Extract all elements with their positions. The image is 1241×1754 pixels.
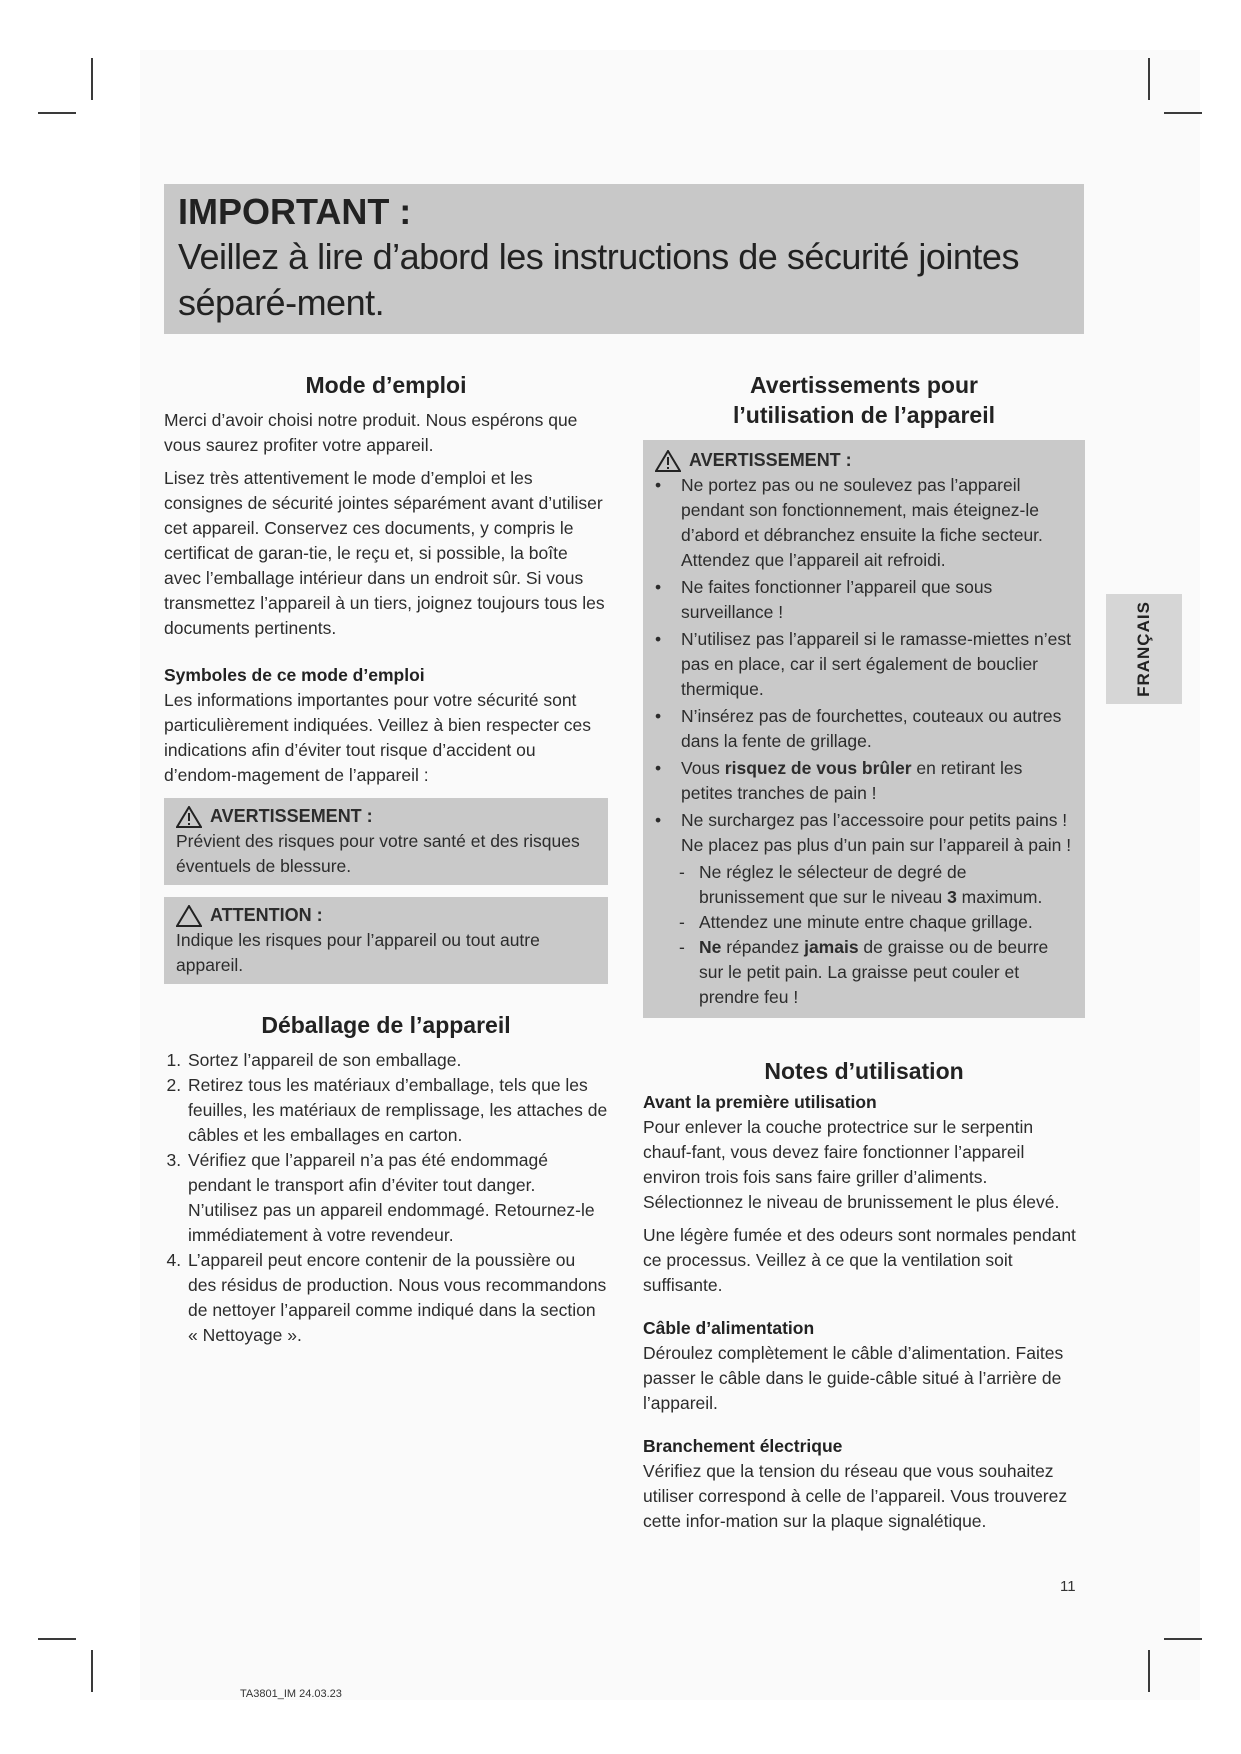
- warning-list: [649, 473, 1075, 858]
- warning-triangle-icon: [655, 450, 681, 472]
- power-cord-heading: Câble d’alimentation: [643, 1318, 815, 1338]
- symbols-paragraph: Les informations importantes pour votre sécurité sont particulièrement indiquées. Veillez à bien respecter ces indications afin d’éviter tout risque d’accident ou d’endom-magement de l’appareil :: [164, 690, 592, 785]
- documents-paragraph: Lisez très attentivement le mode d’emploi et les consignes de sécurité jointes séparément avant d’utiliser cet appareil. Conservez ces documents, y compris le certificat de garan-tie, le reçu et, si possible, la boîte avec l’emballage intérieur dans un endroit sûr. Si vous transmettez l’appareil à un tiers, joignez toujours tous les documents pertinents.: [164, 468, 605, 638]
- warning-text: Prévient des risques pour votre santé et des risques éventuels de blessure.: [176, 831, 580, 876]
- banner-text: Veillez à lire d’abord les instructions de sécurité jointes séparé-ment.: [178, 236, 1019, 323]
- attention-label: ATTENTION :: [210, 905, 323, 925]
- crop-mark: [91, 58, 93, 100]
- warning-label: AVERTISSEMENT :: [210, 806, 373, 826]
- list-item: • N’insérez pas de fourchettes, couteaux ou autres dans la fente de grillage.: [649, 704, 1075, 754]
- warning-legend-box: [164, 798, 608, 885]
- intro-paragraph: Merci d’avoir choisi notre produit. Nous espérons que vous saurez profiter votre appareil.: [164, 410, 578, 455]
- first-use-heading: Avant la première utilisation: [643, 1092, 877, 1112]
- list-item: 4. L’appareil peut encore contenir de la poussière ou des résidus de production. Nous vous recommandons de nettoyer l’appareil comme indiqué dans la section « Nettoyage ».: [186, 1248, 608, 1348]
- warning-triangle-icon: [176, 806, 202, 828]
- symbols-heading: Symboles de ce mode d’emploi: [164, 665, 425, 685]
- important-banner: [164, 184, 1084, 334]
- left-column: [164, 370, 608, 1348]
- list-item: • Ne surchargez pas l’accessoire pour petits pains ! Ne placez pas plus d’un pain sur l’appareil à pain !: [649, 808, 1075, 858]
- deballage-title: Déballage de l’appareil: [261, 1012, 511, 1038]
- list-item: - Ne réglez le sélecteur de degré de brunissement que sur le niveau 3 maximum.: [649, 860, 1075, 910]
- electrical-connection-heading: Branchement électrique: [643, 1436, 843, 1456]
- list-item: • N’utilisez pas l’appareil si le ramasse-miettes n’est pas en place, car il sert également de bouclier thermique.: [649, 627, 1075, 702]
- crop-mark: [91, 1650, 93, 1692]
- list-item: • Ne faites fonctionner l’appareil que sous surveillance !: [649, 575, 1075, 625]
- list-item: - Attendez une minute entre chaque grillage.: [649, 910, 1075, 935]
- notes-title: Notes d’utilisation: [764, 1058, 964, 1084]
- list-item: 1. Sortez l’appareil de son emballage.: [186, 1048, 608, 1073]
- list-item: • Vous risquez de vous brûler en retirant les petites tranches de pain !: [649, 756, 1075, 806]
- crop-mark: [38, 112, 76, 114]
- avertissements-title-line1: Avertissements pour: [750, 372, 978, 398]
- avertissements-title-line2: l’utilisation de l’appareil: [733, 402, 995, 428]
- unpacking-steps: [164, 1048, 608, 1348]
- footer-code: TA3801_IM 24.03.23: [240, 1688, 342, 1700]
- mode-emploi-title: Mode d’emploi: [305, 372, 467, 398]
- attention-text: Indique les risques pour l’appareil ou tout autre appareil.: [176, 930, 540, 975]
- avertissements-title: [643, 370, 1085, 430]
- usage-warning-box: [643, 440, 1085, 1018]
- crop-mark: [38, 1638, 76, 1640]
- attention-triangle-icon: [176, 905, 202, 927]
- page-number: 11: [1060, 1578, 1076, 1595]
- right-column: [643, 370, 1085, 1542]
- language-tab-label: FRANÇAIS: [1134, 601, 1153, 697]
- crop-mark: [1164, 112, 1202, 114]
- list-item: • Ne portez pas ou ne soulevez pas l’appareil pendant son fonctionnement, mais éteignez-le d’abord et débranchez ensuite la fiche secteur. Attendez que l’appareil ait refroidi.: [649, 473, 1075, 573]
- attention-legend-box: [164, 897, 608, 984]
- list-item: - Ne répandez jamais de graisse ou de beurre sur le petit pain. La graisse peut couler et prendre feu !: [649, 935, 1075, 1010]
- list-item: 2. Retirez tous les matériaux d’emballage, tels que les feuilles, les matériaux de remplissage, les attaches de câbles et les emballages en carton.: [186, 1073, 608, 1148]
- power-cord-paragraph: Déroulez complètement le câble d’alimentation. Faites passer le câble dans le guide-câble situé à l’arrière de l’appareil.: [643, 1343, 1064, 1413]
- crop-mark: [1148, 1650, 1150, 1692]
- first-use-paragraph-1: Pour enlever la couche protectrice sur le serpentin chauf-fant, vous devez faire fonctionner l’appareil environ trois fois sans faire griller d’aliments. Sélectionnez le niveau de brunissement le plus élevé.: [643, 1117, 1060, 1212]
- crop-mark: [1148, 58, 1150, 100]
- usage-warning-label: AVERTISSEMENT :: [689, 450, 852, 470]
- first-use-paragraph-2: Une légère fumée et des odeurs sont normales pendant ce processus. Veillez à ce que la ventilation soit suffisante.: [643, 1225, 1076, 1295]
- list-item: 3. Vérifiez que l’appareil n’a pas été endommagé pendant le transport afin d’éviter tout danger. N’utilisez pas un appareil endommagé. Retournez-le immédiatement à votre revendeur.: [186, 1148, 608, 1248]
- banner-title: IMPORTANT :: [178, 191, 412, 232]
- warning-sublist: [649, 860, 1075, 1010]
- electrical-connection-paragraph: Vérifiez que la tension du réseau que vous souhaitez utiliser correspond à celle de l’appareil. Vous trouverez cette infor-mation sur la plaque signalétique.: [643, 1461, 1068, 1531]
- language-tab: [1106, 594, 1182, 704]
- crop-mark: [1164, 1638, 1202, 1640]
